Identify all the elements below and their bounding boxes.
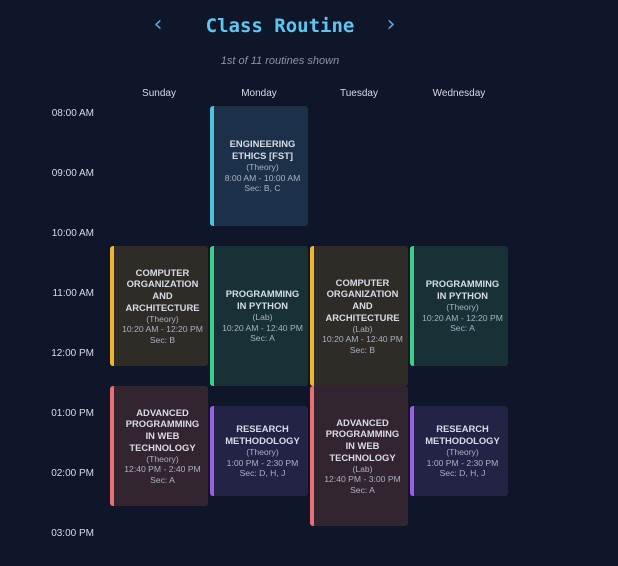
time-label: 09:00 AM xyxy=(51,168,94,179)
time-label: 02:00 PM xyxy=(51,468,94,479)
class-card-computer-organization[interactable] xyxy=(110,246,208,366)
class-type: (Lab) xyxy=(352,323,373,334)
chevron-left-icon[interactable]: ‹ xyxy=(153,12,163,37)
class-section: Sec: A xyxy=(250,333,275,344)
class-card-engineering-ethics[interactable] xyxy=(210,106,308,226)
class-section: Sec: D, H, J xyxy=(239,468,286,479)
class-type: (Theory) xyxy=(246,162,279,173)
time-label: 03:00 PM xyxy=(51,528,94,539)
routine-counter: 1st of 11 routines shown xyxy=(220,55,340,67)
class-card-research-methodology[interactable] xyxy=(410,406,508,496)
class-section: Sec: D, H, J xyxy=(439,468,486,479)
class-card-computer-organization[interactable] xyxy=(310,246,408,386)
class-section: Sec: B xyxy=(149,334,176,345)
class-time: 10:20 AM - 12:40 PM xyxy=(222,322,303,333)
day-header-sunday: Sunday xyxy=(142,88,176,99)
class-type: (Theory) xyxy=(146,453,179,464)
class-type: (Theory) xyxy=(446,302,479,313)
class-name: COMPUTER ORGANIZATION AND ARCHITECTURE xyxy=(125,266,200,314)
class-card-web-technology[interactable] xyxy=(310,386,408,526)
class-name: ADVANCED PROGRAMMING IN WEB TECHNOLOGY xyxy=(325,416,400,464)
routine-header xyxy=(0,12,618,42)
class-time: 12:40 PM - 3:00 PM xyxy=(324,474,401,485)
class-time: 12:40 PM - 2:40 PM xyxy=(124,464,201,475)
class-name: RESEARCH METHODOLOGY xyxy=(225,423,300,447)
class-type: (Theory) xyxy=(246,447,279,458)
class-time: 10:20 AM - 12:40 PM xyxy=(322,334,403,345)
class-card-programming-python[interactable] xyxy=(210,246,308,386)
time-label: 01:00 PM xyxy=(51,408,94,419)
class-name: PROGRAMMING IN PYTHON xyxy=(225,288,300,312)
class-section: Sec: A xyxy=(150,474,175,485)
class-name: RESEARCH METHODOLOGY xyxy=(425,423,500,447)
class-card-research-methodology[interactable] xyxy=(210,406,308,496)
day-header-monday: Monday xyxy=(241,88,277,99)
time-label: 10:00 AM xyxy=(51,228,94,239)
class-card-programming-python[interactable] xyxy=(410,246,508,366)
class-type: (Lab) xyxy=(352,463,373,474)
class-time: 8:00 AM - 10:00 AM xyxy=(224,172,301,183)
time-label: 12:00 PM xyxy=(51,348,94,359)
class-time: 10:20 AM - 12:20 PM xyxy=(422,312,503,323)
class-time: 1:00 PM - 2:30 PM xyxy=(426,457,499,468)
class-type: (Theory) xyxy=(146,313,179,324)
page-title: Class Routine xyxy=(205,15,355,37)
class-section: Sec: A xyxy=(350,484,375,495)
class-section: Sec: B, C xyxy=(244,183,281,194)
class-time: 10:20 AM - 12:20 PM xyxy=(122,324,203,335)
time-label: 08:00 AM xyxy=(51,108,94,119)
class-name: PROGRAMMING IN PYTHON xyxy=(425,278,500,302)
day-header-wednesday: Wednesday xyxy=(432,88,486,99)
class-type: (Theory) xyxy=(446,447,479,458)
class-time: 1:00 PM - 2:30 PM xyxy=(226,457,299,468)
chevron-right-icon[interactable]: › xyxy=(386,12,396,37)
day-header-tuesday: Tuesday xyxy=(340,88,378,99)
class-type: (Lab) xyxy=(252,312,273,323)
class-card-web-technology[interactable] xyxy=(110,386,208,506)
class-name: ENGINEERING ETHICS [FST] xyxy=(229,138,296,162)
class-section: Sec: A xyxy=(450,323,475,334)
time-label: 11:00 AM xyxy=(52,288,94,299)
class-section: Sec: B xyxy=(349,344,376,355)
class-name: ADVANCED PROGRAMMING IN WEB TECHNOLOGY xyxy=(125,406,200,454)
class-name: COMPUTER ORGANIZATION AND ARCHITECTURE xyxy=(325,276,400,324)
